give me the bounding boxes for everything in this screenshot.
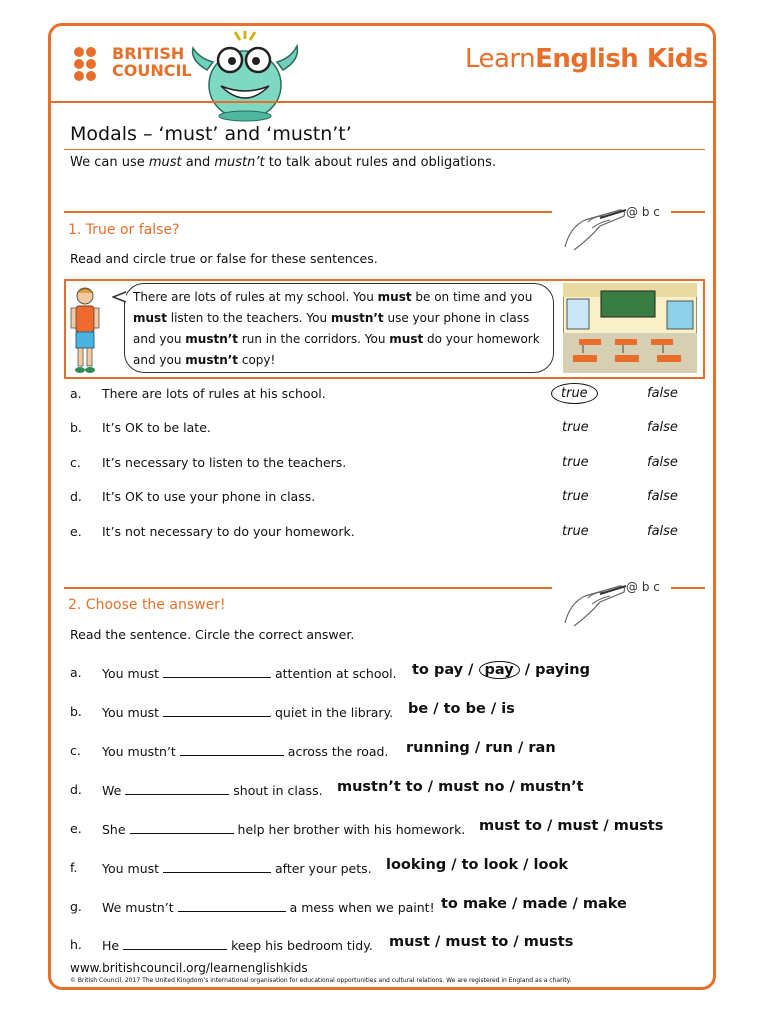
false-option[interactable]: false bbox=[647, 524, 678, 539]
answer-options: to make / made / make bbox=[441, 896, 627, 912]
option-3[interactable]: is bbox=[501, 701, 515, 717]
true-option[interactable]: true bbox=[562, 420, 589, 435]
choice-item-sentence: We mustn’t a mess when we paint! bbox=[102, 900, 435, 915]
choice-item-sentence: She help her brother with his homework. bbox=[102, 822, 466, 837]
choice-item-letter: a. bbox=[70, 665, 82, 680]
false-option[interactable]: false bbox=[647, 489, 678, 504]
choice-item-sentence: You must quiet in the library. bbox=[102, 705, 394, 720]
option-2[interactable]: to look bbox=[461, 857, 519, 873]
section1-title: 1. True or false? bbox=[68, 222, 180, 238]
choice-item-sentence: We shout in class. bbox=[102, 783, 323, 798]
tf-item-text: It’s OK to use your phone in class. bbox=[102, 489, 316, 504]
choice-item-letter: d. bbox=[70, 782, 82, 797]
option-3[interactable]: look bbox=[533, 857, 569, 873]
answer-options: looking / to look / look bbox=[386, 857, 569, 873]
section2-instruction: Read the sentence. Circle the correct answer. bbox=[70, 627, 355, 642]
true-option[interactable]: true bbox=[562, 489, 589, 504]
option-1[interactable]: must bbox=[389, 934, 430, 950]
answer-options: must to / must / musts bbox=[479, 818, 664, 834]
section2-rule-right bbox=[671, 587, 705, 589]
option-3[interactable]: ran bbox=[528, 740, 556, 756]
answer-blank[interactable] bbox=[123, 937, 227, 950]
false-option[interactable]: false bbox=[647, 386, 678, 401]
footer-copyright: © British Council, 2017 The United Kingdom’s international organisation for educational opportunities and cultural relations. We are registered in England as a charity. bbox=[70, 977, 572, 984]
tf-item-letter: c. bbox=[70, 455, 81, 470]
option-1[interactable]: must to bbox=[479, 818, 542, 834]
option-2[interactable]: to be bbox=[443, 701, 486, 717]
option-1[interactable]: looking bbox=[386, 857, 447, 873]
true-option-circled[interactable]: true bbox=[551, 383, 598, 404]
option-3[interactable]: paying bbox=[535, 662, 590, 678]
option-1[interactable]: to pay bbox=[412, 662, 464, 678]
tf-item-text: There are lots of rules at his school. bbox=[102, 386, 326, 401]
answer-options: to pay / pay / paying bbox=[412, 662, 590, 678]
tf-item-letter: a. bbox=[70, 386, 82, 401]
story-text: There are lots of rules at my school. You must be on time and you must listen to the teachers. You mustn’t use your phone in class and you mustn’t run in the corridors. You must do your homework and you mustn’t copy! bbox=[133, 290, 540, 367]
section1-rule-left bbox=[64, 211, 552, 213]
option-1[interactable]: mustn’t to bbox=[337, 779, 423, 795]
tf-item-letter: b. bbox=[70, 420, 82, 435]
section1-rule-right bbox=[671, 211, 705, 213]
false-option[interactable]: false bbox=[647, 420, 678, 435]
choice-item-letter: h. bbox=[70, 937, 82, 952]
header-divider bbox=[51, 101, 713, 103]
abc-label: @ b c bbox=[626, 205, 660, 219]
option-2[interactable]: must bbox=[557, 818, 599, 834]
option-1[interactable]: be bbox=[408, 701, 429, 717]
tf-item-text: It’s OK to be late. bbox=[102, 420, 211, 435]
answer-blank[interactable] bbox=[130, 821, 234, 834]
answer-blank[interactable] bbox=[163, 665, 271, 678]
choice-item-letter: b. bbox=[70, 704, 82, 719]
learnenglish-kids-brand: LearnEnglish Kids bbox=[464, 44, 708, 74]
option-2-circled[interactable]: pay bbox=[479, 661, 520, 679]
true-option[interactable]: true bbox=[562, 524, 589, 539]
logo-dots-icon bbox=[72, 44, 108, 80]
answer-options: mustn’t to / must no / mustn’t bbox=[337, 779, 584, 795]
tf-item-text: It’s necessary to listen to the teachers. bbox=[102, 455, 347, 470]
writing-hand-icon bbox=[560, 192, 630, 252]
classroom-illustration-icon bbox=[563, 283, 697, 373]
writing-hand-icon bbox=[560, 568, 630, 628]
tf-item-text: It’s not necessary to do your homework. bbox=[102, 524, 355, 539]
option-1[interactable]: to make bbox=[441, 896, 507, 912]
false-option[interactable]: false bbox=[647, 455, 678, 470]
option-2[interactable]: must no bbox=[438, 779, 505, 795]
choice-item-sentence: He keep his bedroom tidy. bbox=[102, 938, 373, 953]
footer-url-link[interactable]: www.britishcouncil.org/learnenglishkids bbox=[70, 961, 308, 975]
option-3[interactable]: musts bbox=[613, 818, 664, 834]
monster-mascot-icon bbox=[185, 30, 305, 122]
title-underline bbox=[64, 149, 705, 150]
true-option[interactable]: true bbox=[562, 455, 589, 470]
answer-options: must / must to / musts bbox=[389, 934, 574, 950]
worksheet-intro: We can use must and mustn’t to talk about rules and obligations. bbox=[70, 155, 497, 170]
choice-item-letter: e. bbox=[70, 821, 82, 836]
choice-item-sentence: You mustn’t across the road. bbox=[102, 744, 389, 759]
answer-blank[interactable] bbox=[125, 782, 229, 795]
option-2[interactable]: must to bbox=[445, 934, 509, 950]
logo-text: BRITISH COUNCIL bbox=[112, 44, 192, 80]
section2-title: 2. Choose the answer! bbox=[68, 597, 226, 613]
option-1[interactable]: running bbox=[406, 740, 470, 756]
speech-bubble bbox=[124, 283, 554, 373]
option-2[interactable]: made bbox=[522, 896, 568, 912]
option-3[interactable]: mustn’t bbox=[519, 779, 584, 795]
boy-illustration-icon bbox=[68, 284, 102, 376]
choice-item-sentence: You must after your pets. bbox=[102, 861, 372, 876]
choice-item-letter: c. bbox=[70, 743, 81, 758]
abc-label: @ b c bbox=[626, 580, 660, 594]
option-3[interactable]: make bbox=[582, 896, 627, 912]
answer-blank[interactable] bbox=[178, 899, 286, 912]
tf-item-letter: e. bbox=[70, 524, 82, 539]
answer-blank[interactable] bbox=[180, 743, 284, 756]
section1-instruction: Read and circle true or false for these sentences. bbox=[70, 251, 378, 266]
answer-blank[interactable] bbox=[163, 860, 271, 873]
answer-options: be / to be / is bbox=[408, 701, 515, 717]
bubble-tail-icon bbox=[112, 290, 128, 304]
option-2[interactable]: run bbox=[485, 740, 513, 756]
british-council-logo bbox=[72, 44, 192, 84]
choice-item-sentence: You must attention at school. bbox=[102, 666, 397, 681]
answer-options: running / run / ran bbox=[406, 740, 556, 756]
option-3[interactable]: musts bbox=[523, 934, 574, 950]
tf-item-letter: d. bbox=[70, 489, 82, 504]
choice-item-letter: f. bbox=[70, 860, 78, 875]
answer-blank[interactable] bbox=[163, 704, 271, 717]
section2-rule-left bbox=[64, 587, 552, 589]
choice-item-letter: g. bbox=[70, 899, 82, 914]
worksheet-title: Modals – ‘must’ and ‘mustn’t’ bbox=[70, 123, 352, 145]
